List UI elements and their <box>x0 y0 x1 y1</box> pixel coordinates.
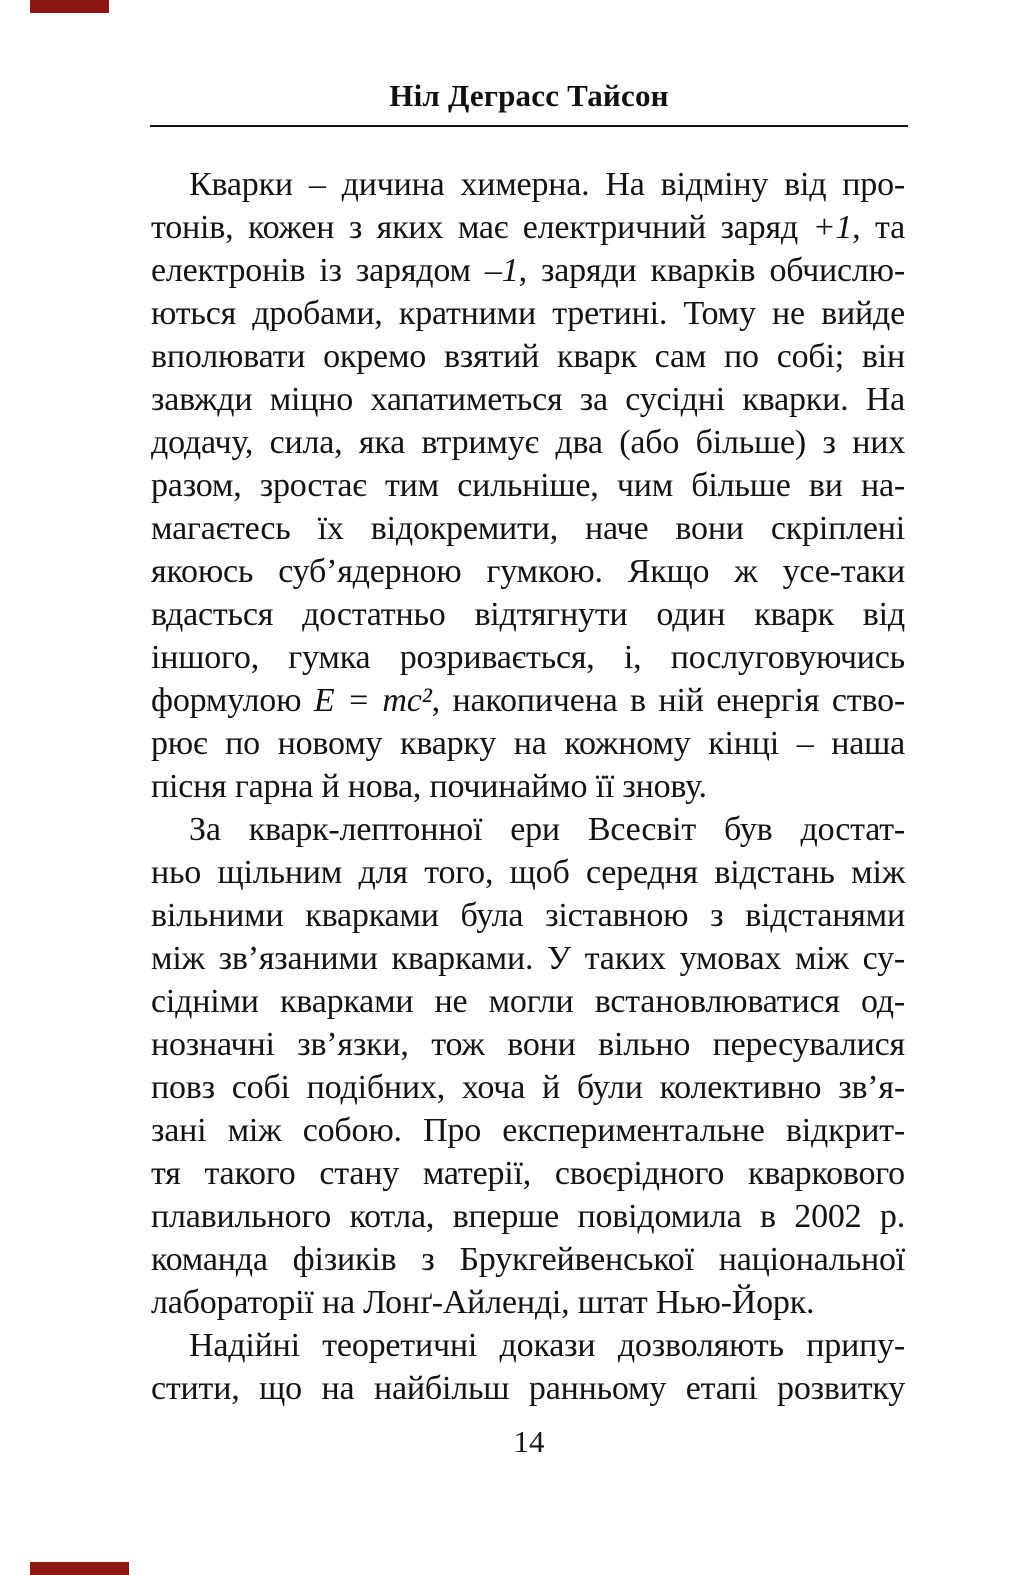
text-segment: , та <box>852 209 905 246</box>
text-line <box>151 808 905 851</box>
text-segment: електронів із зарядом <box>151 252 485 289</box>
text-segment: завжди міцно хапатиметься за сусідні кварки. На <box>151 381 905 418</box>
scan-artifact-bottom-left <box>30 1562 129 1575</box>
text-line <box>151 1066 905 1109</box>
text-line <box>151 1281 905 1324</box>
text-segment: разом, зростає тим сильніше, чим більше ви на- <box>151 467 905 504</box>
text-line <box>151 507 905 550</box>
text-line <box>151 1023 905 1066</box>
text-segment: формулою <box>151 682 314 719</box>
scan-artifact-top-left <box>30 0 109 13</box>
text-segment: рює по новому кварку на кожному кінці – наша <box>151 725 905 762</box>
text-line <box>151 550 905 593</box>
text-line <box>151 335 905 378</box>
text-segment: , накопичена в ній енергія ство- <box>431 682 906 719</box>
text-line <box>151 1152 905 1195</box>
text-line <box>151 851 905 894</box>
text-line <box>151 636 905 679</box>
text-segment: повз собі подібних, хоча й були колективно зв’я- <box>151 1069 905 1106</box>
text-segment: вполювати окремо взятий кварк сам по собі; він <box>151 338 905 375</box>
body-text <box>151 163 905 1410</box>
text-segment: додачу, сила, яка втримує два (або більше) з них <box>151 424 905 461</box>
text-line <box>151 1367 905 1410</box>
text-line <box>151 679 905 722</box>
text-segment: сідніми кварками не могли встановлюватися од- <box>151 983 905 1020</box>
text-segment: стити, що на найбільш ранньому етапі розвитку <box>151 1370 905 1407</box>
text-segment: ються дробами, кратними третині. Тому не вийде <box>151 295 905 332</box>
text-segment: зані між собою. Про експериментальне відкрит- <box>151 1112 905 1149</box>
text-segment: плавильного котла, вперше повідомила в 2002 р. <box>151 1198 905 1235</box>
text-line <box>151 464 905 507</box>
text-line <box>151 206 905 249</box>
text-segment: нозначні зв’язки, тож вони вільно пересувалися <box>151 1026 905 1063</box>
header-rule <box>150 125 908 127</box>
text-line <box>151 249 905 292</box>
italic-text-segment: E = mc² <box>313 682 432 719</box>
text-line <box>151 1195 905 1238</box>
text-line <box>151 1238 905 1281</box>
text-segment: Надійні теоретичні докази дозволяють припу- <box>189 1327 905 1364</box>
text-line <box>151 722 905 765</box>
text-line <box>151 593 905 636</box>
text-segment: лабораторії на Лонґ-Айленді, штат Нью-Йорк. <box>151 1284 815 1321</box>
text-segment: За кварк-лептонної ери Всесвіт був достат- <box>189 811 905 848</box>
text-segment: якоюсь суб’ядерною гумкою. Якщо ж усе-таки <box>151 553 905 590</box>
text-segment: тя такого стану матерії, своєрідного кваркового <box>151 1155 905 1192</box>
text-segment: іншого, гумка розривається, і, послуговуючись <box>151 639 905 676</box>
text-segment: команда фізиків з Брукгейвенської національної <box>151 1241 905 1278</box>
text-segment: пісня гарна й нова, починаймо її знову. <box>151 768 707 805</box>
text-line <box>151 980 905 1023</box>
text-line <box>151 163 905 206</box>
text-line <box>151 937 905 980</box>
text-line <box>151 894 905 937</box>
text-line <box>151 421 905 464</box>
text-line <box>151 378 905 421</box>
text-line <box>151 1109 905 1152</box>
italic-text-segment: –1 <box>484 252 519 289</box>
running-head-author: Ніл Деграсс Тайсон <box>389 78 669 113</box>
text-line <box>151 1324 905 1367</box>
text-segment: вільними кварками була зіставною з відстанями <box>151 897 905 934</box>
text-segment: Кварки – дичина химерна. На відміну від про- <box>189 166 905 203</box>
text-line <box>151 765 905 808</box>
italic-text-segment: +1 <box>812 209 853 246</box>
text-segment: , заряди кварків обчислю- <box>518 252 905 289</box>
text-segment: тонів, кожен з яких має електричний заряд <box>151 209 813 246</box>
text-segment: ньо щільним для того, щоб середня відстань між <box>151 854 905 891</box>
text-segment: вдасться достатньо відтягнути один кварк від <box>151 596 905 633</box>
page-number: 14 <box>513 1424 545 1459</box>
text-segment: магаєтесь їх відокремити, наче вони скріплені <box>151 510 905 547</box>
text-segment: між зв’язаними кварками. У таких умовах між су- <box>151 940 905 977</box>
text-line <box>151 292 905 335</box>
